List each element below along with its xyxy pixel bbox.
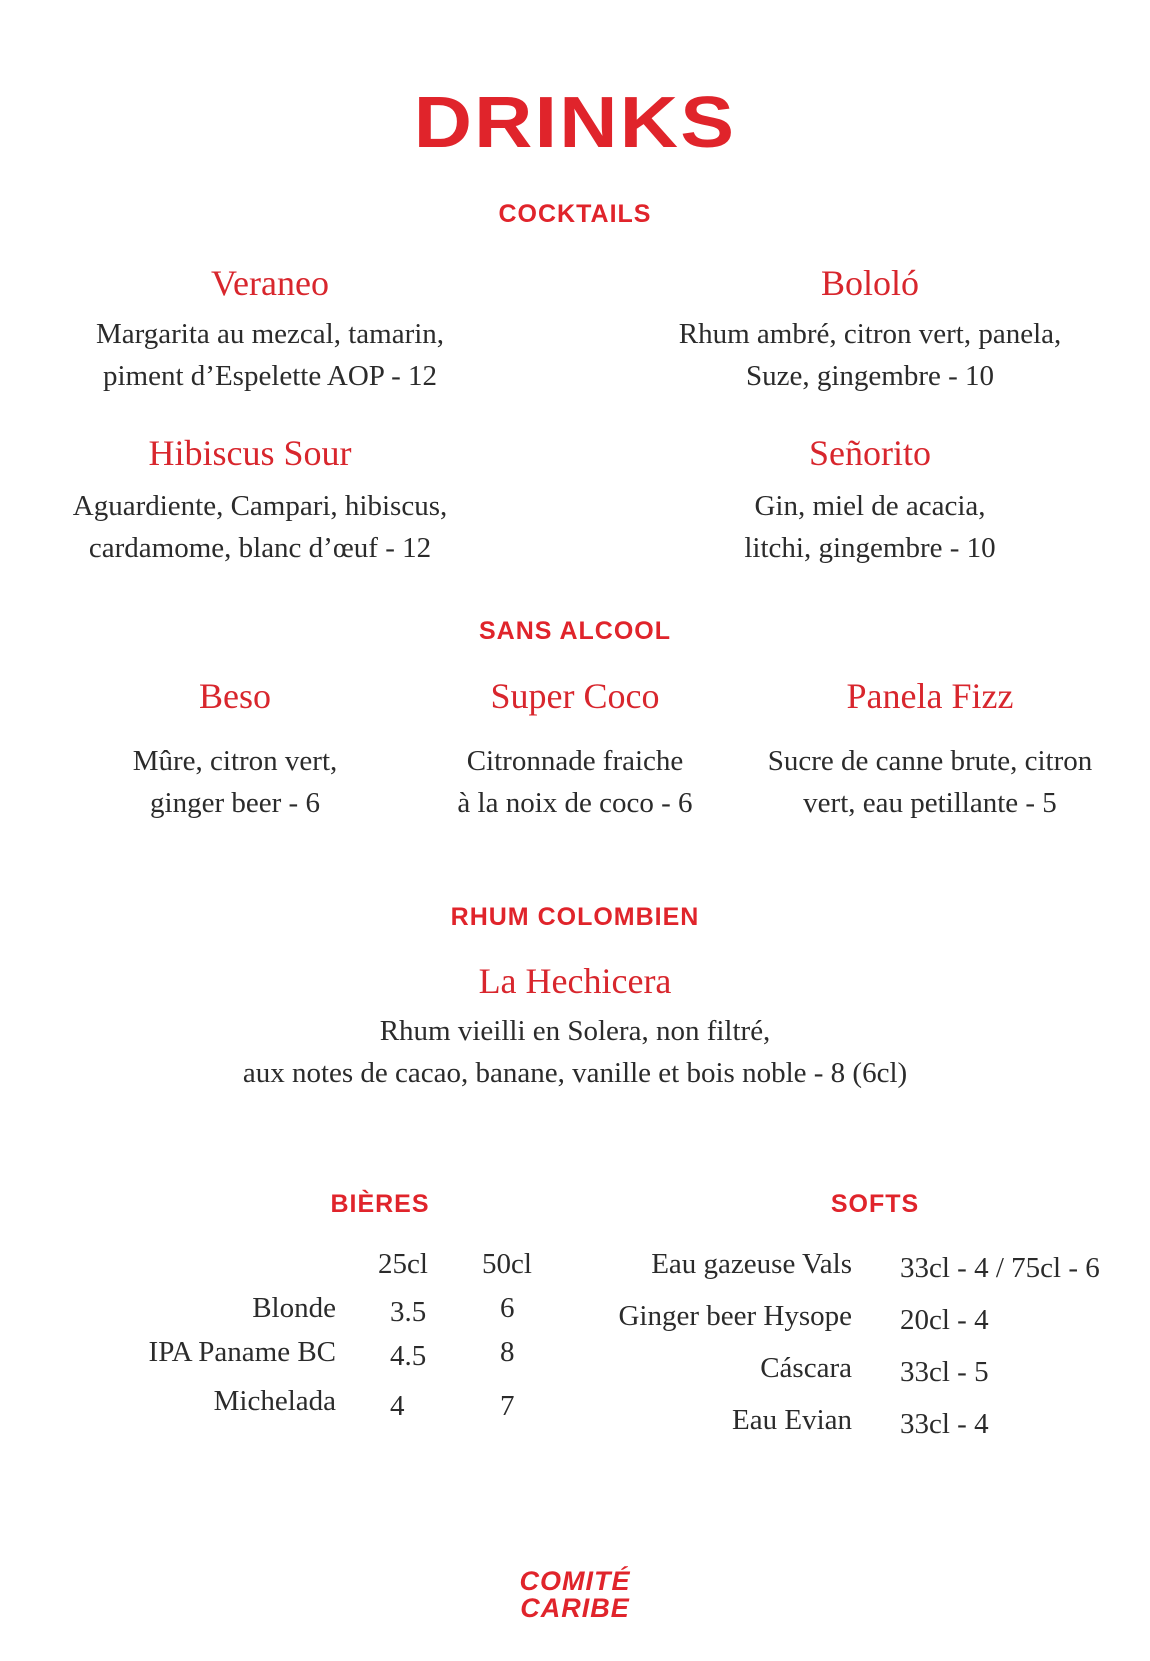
drink-description: Sucre de canne brute, citron vert, eau petillante - 5 <box>767 745 1093 819</box>
drink-description: Aguardiente, Campari, hibiscus, cardamome, blanc d’œuf - 12 <box>72 490 448 564</box>
beer-price: 8 <box>500 1336 515 1368</box>
soft-name: Eau gazeuse Vals <box>651 1248 852 1280</box>
drink-description: Gin, miel de acacia, litchi, gingembre - 10 <box>744 490 996 564</box>
soft-price: 33cl - 5 <box>900 1356 989 1388</box>
beer-price: 3.5 <box>390 1296 427 1328</box>
drink-description: Margarita au mezcal, tamarin, piment d’Espelette AOP - 12 <box>95 318 445 392</box>
drink-name-bololo: Bololó <box>820 263 919 303</box>
size-header-50cl: 50cl <box>482 1248 532 1280</box>
section-heading-sans-alcool: SANS ALCOOL <box>478 617 672 645</box>
drink-description: Mûre, citron vert, ginger beer - 6 <box>132 745 338 819</box>
drink-name-beso: Beso <box>199 676 271 716</box>
drink-description: Rhum vieilli en Solera, non filtré, aux notes de cacao, banane, vanille et bois noble - 8 (6cl) <box>242 1015 908 1089</box>
section-heading-rhum: RHUM COLOMBIEN <box>450 903 700 931</box>
soft-name: Cáscara <box>760 1352 852 1384</box>
section-heading-bieres: BIÈRES <box>330 1190 430 1218</box>
soft-name: Eau Evian <box>732 1404 852 1436</box>
size-header-25cl: 25cl <box>378 1248 428 1280</box>
page-title: DRINKS <box>413 83 737 163</box>
soft-price: 33cl - 4 <box>900 1408 989 1440</box>
drink-name-veraneo: Veraneo <box>211 263 329 303</box>
beer-price: 4.5 <box>390 1340 427 1372</box>
drink-name-super-coco: Super Coco <box>490 676 660 716</box>
drink-description: Citronnade fraiche à la noix de coco - 6 <box>457 745 693 819</box>
drink-name-hibiscus-sour: Hibiscus Sour <box>148 433 352 473</box>
beer-name: Blonde <box>252 1292 336 1324</box>
beer-price: 6 <box>500 1292 515 1324</box>
section-heading-cocktails: COCKTAILS <box>498 200 652 228</box>
drink-description: Rhum ambré, citron vert, panela, Suze, gingembre - 10 <box>678 318 1062 392</box>
beer-price: 7 <box>500 1390 515 1422</box>
drink-name-panela-fizz: Panela Fizz <box>846 676 1014 716</box>
beer-name: IPA Paname BC <box>148 1336 336 1368</box>
brand-logo: COMITÉ CARIBE <box>519 1566 631 1623</box>
beer-price: 4 <box>390 1390 405 1422</box>
drink-name-senorito: Señorito <box>809 433 931 473</box>
beer-name: Michelada <box>213 1385 336 1417</box>
soft-price: 20cl - 4 <box>900 1304 989 1336</box>
soft-name: Ginger beer Hysope <box>618 1300 852 1332</box>
soft-price: 33cl - 4 / 75cl - 6 <box>900 1252 1100 1284</box>
section-heading-softs: SOFTS <box>830 1190 920 1218</box>
drink-name-la-hechicera: La Hechicera <box>478 961 672 1001</box>
